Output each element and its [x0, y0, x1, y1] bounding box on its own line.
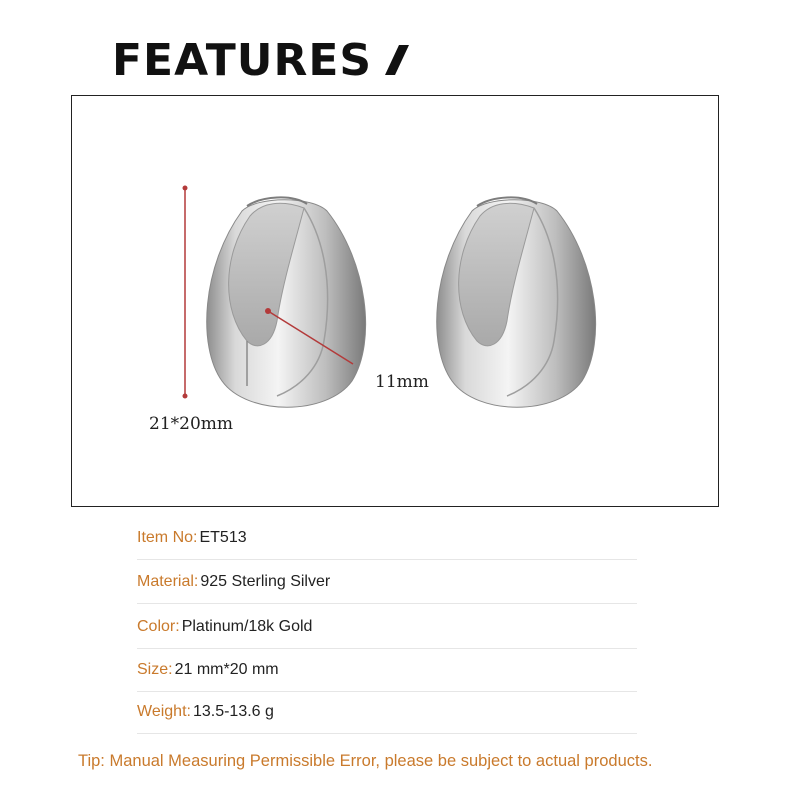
- page-heading: [112, 30, 402, 90]
- right-earring: [437, 197, 596, 407]
- spec-value: Platinum/18k Gold: [181, 617, 313, 635]
- spec-key: Material:: [137, 572, 199, 590]
- height-measure-line: [183, 186, 188, 399]
- spec-value: 13.5-13.6 g: [192, 702, 274, 720]
- heading-title: FEATURES: [112, 34, 373, 86]
- spec-value: 21 mm*20 mm: [174, 660, 279, 678]
- size-dimension-label: 21*20mm: [149, 414, 234, 434]
- spec-row-item-no: [137, 516, 637, 560]
- spec-key: Weight:: [137, 702, 191, 720]
- spec-row-size: [137, 648, 637, 692]
- spec-key: Color:: [137, 617, 180, 635]
- spec-key: Item No:: [137, 528, 198, 546]
- spec-row-weight: [137, 690, 637, 734]
- slash-icon: [385, 45, 409, 75]
- left-earring: [207, 197, 366, 407]
- spec-value: 925 Sterling Silver: [200, 572, 331, 590]
- product-photo-frame: [71, 95, 719, 507]
- width-dimension-label: 11mm: [375, 372, 429, 392]
- earrings-illustration: [72, 96, 720, 508]
- measuring-tip: Tip: Manual Measuring Permissible Error, please be subject to actual products.: [78, 752, 653, 770]
- spec-value: ET513: [199, 528, 247, 546]
- spec-row-material: [137, 560, 637, 604]
- spec-row-color: [137, 605, 637, 649]
- spec-key: Size:: [137, 660, 173, 678]
